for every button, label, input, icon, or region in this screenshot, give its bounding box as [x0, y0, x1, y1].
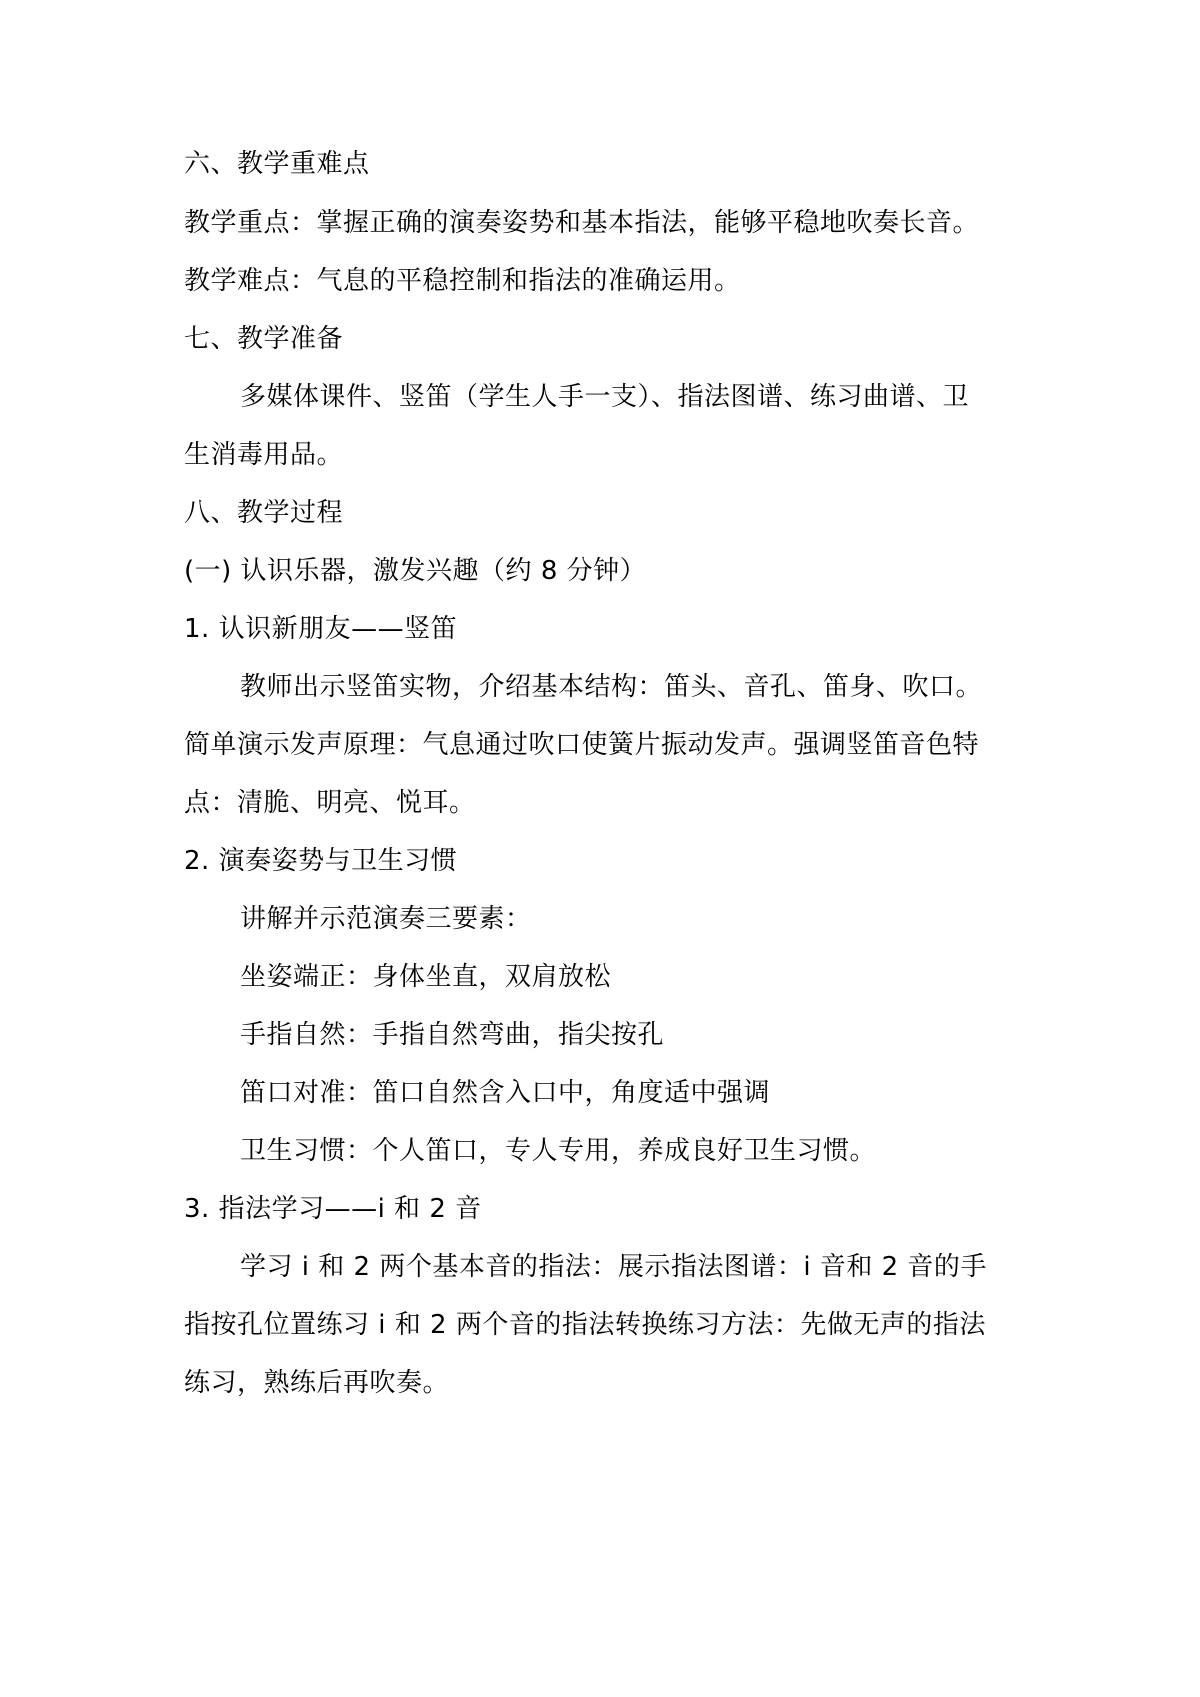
item-2-point-3: 笛口对准：笛口自然含入口中，角度适中强调 [240, 1078, 771, 1108]
item-3-text-line-3: 练习，熟练后再吹奏。 [184, 1368, 450, 1398]
item-1-text-line-2: 简单演示发声原理：气息通过吹口使簧片振动发声。强调竖笛音色特 [184, 730, 980, 760]
item-2-point-4: 卫生习惯：个人笛口，专人专用，养成良好卫生习惯。 [240, 1136, 877, 1166]
section-heading-7: 七、教学准备 [184, 324, 344, 354]
section-heading-8: 八、教学过程 [184, 498, 344, 528]
item-2-point-1: 坐姿端正：身体坐直，双肩放松 [240, 962, 612, 992]
item-1-text-line-3: 点：清脆、明亮、悦耳。 [184, 788, 476, 818]
item-3-text-line-1: 学习 i 和 2 两个基本音的指法：展示指法图谱：i 音和 2 音的手 [240, 1252, 987, 1282]
preparation-text-line-1: 多媒体课件、竖笛（学生人手一支）、指法图谱、练习曲谱、卫 [240, 382, 970, 412]
preparation-text-line-2: 生消毒用品。 [184, 440, 344, 470]
item-2-point-2: 手指自然：手指自然弯曲，指尖按孔 [240, 1020, 665, 1050]
item-1-text-line-1: 教师出示竖笛实物，介绍基本结构：笛头、音孔、笛身、吹口。 [240, 672, 983, 702]
item-3-heading: 3. 指法学习——i 和 2 音 [184, 1194, 482, 1224]
item-3-text-line-2: 指按孔位置练习 i 和 2 两个音的指法转换练习方法：先做无声的指法 [184, 1310, 986, 1340]
difficult-point-text: 教学难点：气息的平稳控制和指法的准确运用。 [184, 266, 741, 296]
key-point-text: 教学重点：掌握正确的演奏姿势和基本指法，能够平稳地吹奏长音。 [184, 208, 980, 238]
section-heading-6: 六、教学重难点 [184, 149, 370, 179]
item-1-heading: 1. 认识新朋友——竖笛 [184, 614, 458, 644]
item-2-intro: 讲解并示范演奏三要素： [240, 904, 532, 934]
item-2-heading: 2. 演奏姿势与卫生习惯 [184, 846, 458, 876]
part-1-heading: (一) 认识乐器，激发兴趣（约 8 分钟） [184, 556, 647, 586]
